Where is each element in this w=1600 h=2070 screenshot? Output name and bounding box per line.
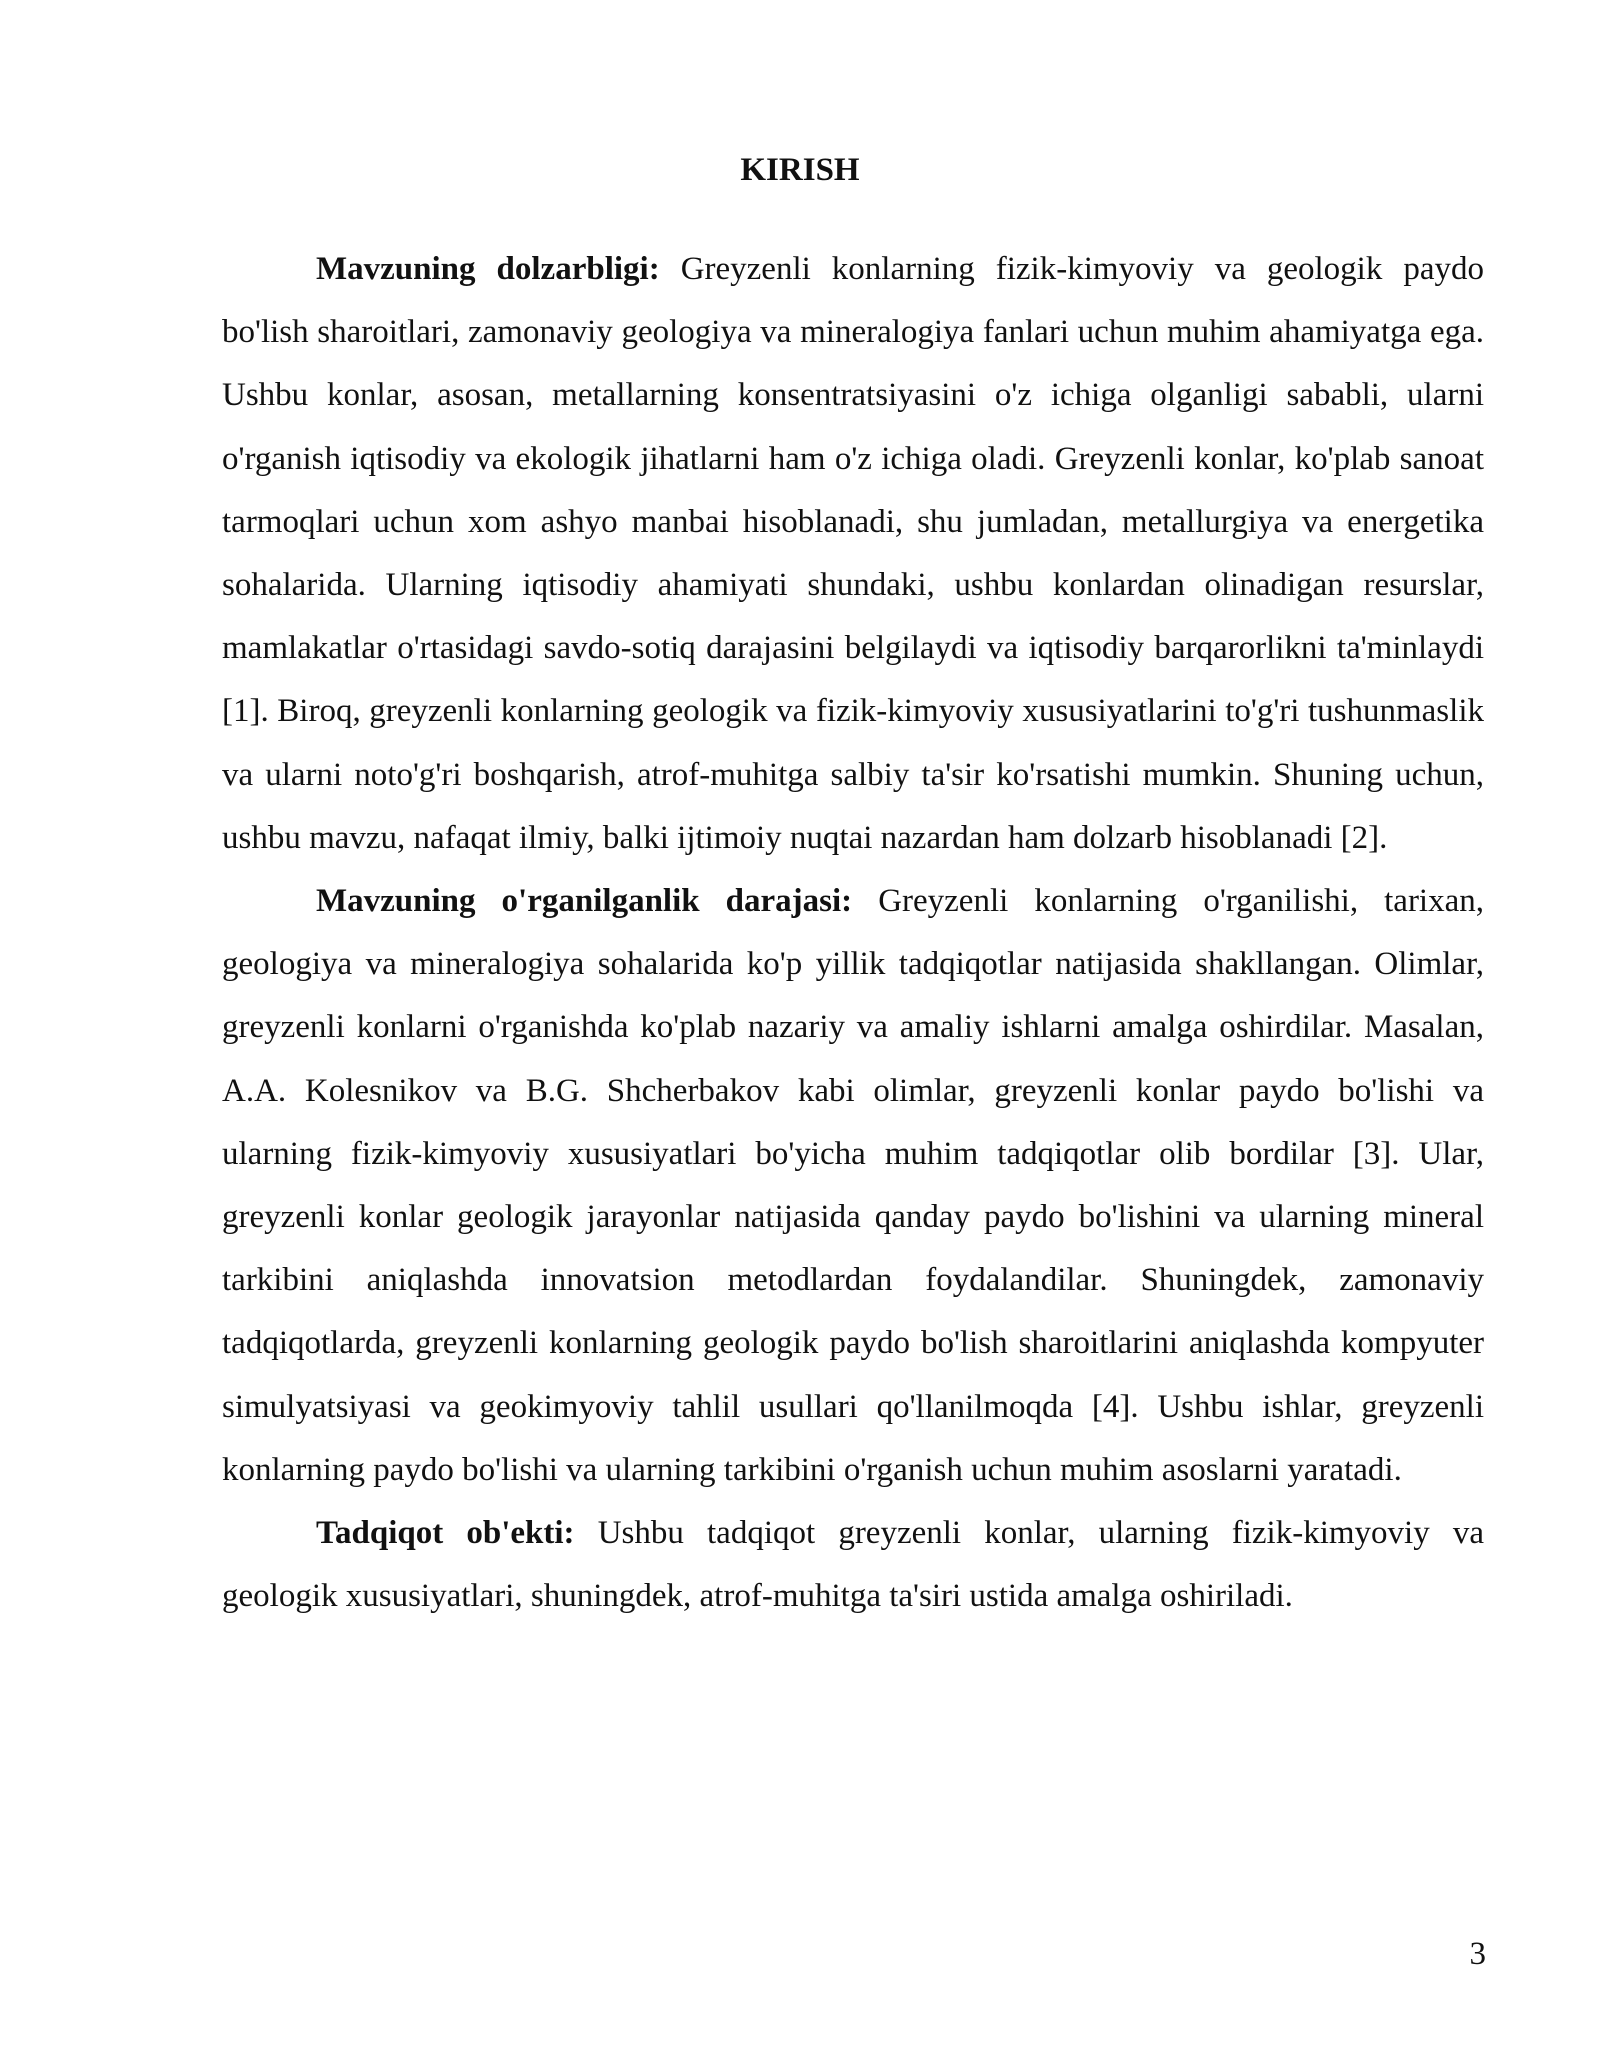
paragraph-lead: Tadqiqot ob'ekti: [316,1515,575,1552]
paragraph-study-level [222,870,1484,1502]
body-text [222,238,1484,1628]
paragraph-text: Greyzenli konlarning o'rganilishi, tarixan, geologiya va mineralogiya sohalarida ko'p yillik tadqiqotlar natijasida shakllangan. Olimlar, greyzenli konlarni o'rganishda ko'plab nazariy va amaliy ishlarni amalga oshirdilar. Masalan, A.A. Kolesnikov va B.G. Shcherbakov kabi olimlar, greyzenli konlar paydo bo'lishi va ularning fizik-kimyoviy xususiyatlari bo'yicha muhim tadqiqotlar olib bordilar [3]. Ular, greyzenli konlar geologik jarayonlar natijasida qanday paydo bo'lishini va ularning mineral tarkibini aniqlashda innovatsion metodlardan foydalandilar. Shuningdek, zamonaviy tadqiqotlarda, greyzenli konlarning geologik paydo bo'lish sharoitlarini aniqlashda kompyuter simulyatsiyasi va geokimyoviy tahlil usullari qo'llanilmoqda [4]. Ushbu ishlar, greyzenli konlarning paydo bo'lishi va ularning tarkibini o'rganish uchun muhim asoslarni yaratadi. [222,883,1484,1488]
paragraph-lead: Mavzuning o'rganilganlik darajasi: [316,883,853,920]
page-number: 3 [1469,1936,1486,1972]
section-title: KIRISH [740,152,860,188]
paragraph-relevance [222,238,1484,870]
paragraph-text: Ushbu tadqiqot greyzenli konlar, ularning fizik-kimyoviy va geologik xususiyatlari, shuningdek, atrof-muhitga ta'siri ustida amalga oshiriladi. [222,1515,1485,1615]
paragraph-research-object [222,1502,1484,1628]
paragraph-text: Greyzenli konlarning fizik-kimyoviy va geologik paydo bo'lish sharoitlari, zamonaviy geologiya va mineralogiya fanlari uchun muhim ahamiyatga ega. Ushbu konlar, asosan, metallarning konsentratsiyasini o'z ichiga olganligi sababli, ularni o'rganish iqtisodiy va ekologik jihatlarni ham o'z ichiga oladi. Greyzenli konlar, ko'plab sanoat tarmoqlari uchun xom ashyo manbai hisoblanadi, shu jumladan, metallurgiya va energetika sohalarida. Ularning iqtisodiy ahamiyati shundaki, ushbu konlardan olinadigan resurslar, mamlakatlar o'rtasidagi savdo-sotiq darajasini belgilaydi va iqtisodiy barqarorlikni ta'minlaydi [1]. Biroq, greyzenli konlarning geologik va fizik-kimyoviy xususiyatlarini to'g'ri tushunmaslik va ularni noto'g'ri boshqarish, atrof-muhitga salbiy ta'sir ko'rsatishi mumkin. Shuning uchun, ushbu mavzu, nafaqat ilmiy, balki ijtimoiy nuqtai nazardan ham dolzarb hisoblanadi [2]. [222,251,1484,856]
paragraph-lead: Mavzuning dolzarbligi: [316,251,660,287]
